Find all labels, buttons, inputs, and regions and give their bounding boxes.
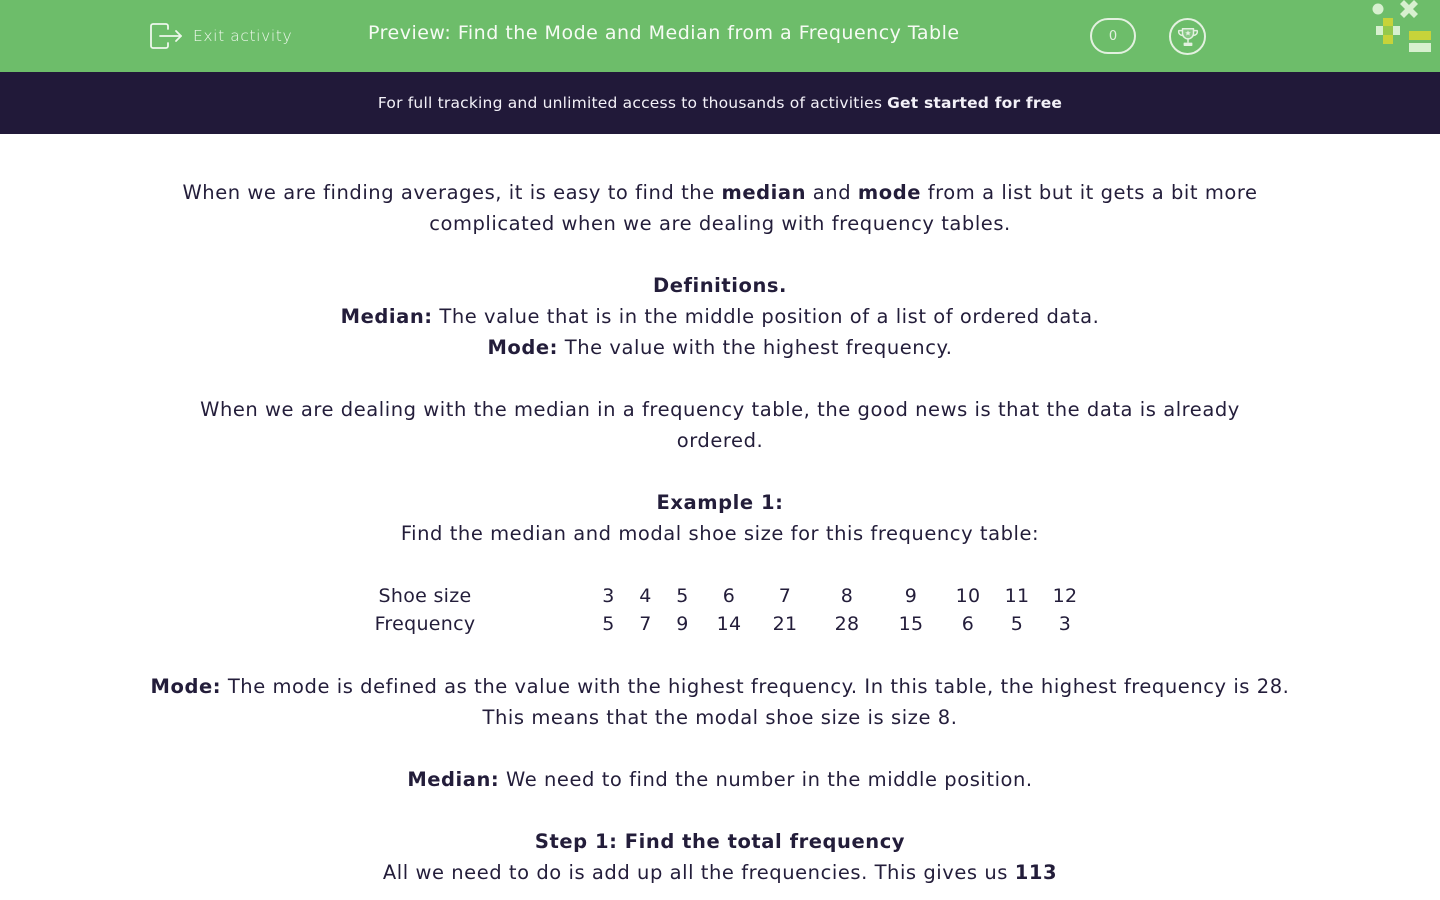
step1-text: All we need to do is add up all the frequencies. This gives us 113 bbox=[382, 861, 1058, 884]
ordered-note: When we are dealing with the median in a frequency table, the good news is that the data is already ordered. bbox=[200, 398, 1240, 452]
score-badge: 0 bbox=[1090, 18, 1136, 54]
mode-definition: Mode: The value with the highest frequency. bbox=[487, 336, 953, 359]
table-row-frequency bbox=[345, 610, 1091, 638]
activity-title: Preview: Find the Mode and Median from a Frequency Table bbox=[368, 22, 960, 44]
table-cell: 7 bbox=[639, 613, 652, 635]
table-cell: 6 bbox=[722, 585, 736, 607]
trophy-icon bbox=[1177, 26, 1199, 48]
brand-logo bbox=[1366, 0, 1440, 56]
table-cell: 5 bbox=[1010, 613, 1024, 635]
mode-conclusion: This means that the modal shoe size is size 8. bbox=[482, 706, 958, 729]
table-cell: 10 bbox=[955, 585, 981, 607]
banner-text: For full tracking and unlimited access to thousands of activities bbox=[377, 94, 883, 112]
table-cell: 5 bbox=[602, 613, 615, 635]
table-row-shoe-size bbox=[345, 582, 1091, 610]
table-cell: 4 bbox=[639, 585, 652, 607]
median-explanation: Median: We need to find the number in the middle position. bbox=[407, 768, 1033, 791]
lesson-content bbox=[150, 177, 1290, 888]
exit-activity-label: Exit activity bbox=[193, 27, 293, 45]
table-cell: 21 bbox=[772, 613, 798, 635]
table-cell: 3 bbox=[1058, 613, 1072, 635]
frequency-table bbox=[345, 582, 1091, 638]
definitions-heading: Definitions. bbox=[652, 274, 788, 297]
exit-icon bbox=[150, 22, 183, 50]
table-cell: 6 bbox=[961, 613, 975, 635]
table-cell: 5 bbox=[676, 585, 689, 607]
term-median: median bbox=[721, 181, 807, 204]
mode-explanation: Mode: The mode is defined as the value with the highest frequency. In this table, the highest frequency is 28. bbox=[150, 675, 1290, 698]
step1-heading: Step 1: Find the total frequency bbox=[534, 830, 906, 853]
table-cell: 8 bbox=[840, 585, 854, 607]
exit-activity-button[interactable] bbox=[150, 22, 292, 50]
top-bar bbox=[0, 0, 1440, 72]
get-started-link[interactable]: Get started for free bbox=[887, 94, 1063, 112]
trophy-button[interactable] bbox=[1169, 18, 1206, 55]
row-label: Frequency bbox=[374, 613, 476, 635]
table-cell: 28 bbox=[834, 613, 860, 635]
table-cell: 15 bbox=[898, 613, 924, 635]
table-cell: 12 bbox=[1052, 585, 1078, 607]
row-label: Shoe size bbox=[378, 585, 472, 607]
table-cell: 9 bbox=[676, 613, 689, 635]
median-definition: Median: The value that is in the middle position of a list of ordered data. bbox=[340, 305, 1100, 328]
table-cell: 14 bbox=[716, 613, 742, 635]
table-cell: 9 bbox=[904, 585, 918, 607]
example-heading: Example 1: bbox=[656, 491, 784, 514]
signup-banner bbox=[0, 72, 1440, 134]
intro-paragraph: When we are finding averages, it is easy to find the median and mode from a list but it gets a bit more complicated when we are dealing with frequency tables. bbox=[182, 181, 1258, 235]
table-cell: 11 bbox=[1004, 585, 1030, 607]
term-mode: mode bbox=[857, 181, 921, 204]
total-frequency-value: 113 bbox=[1014, 861, 1058, 884]
table-cell: 7 bbox=[778, 585, 792, 607]
example-prompt: Find the median and modal shoe size for this frequency table: bbox=[400, 522, 1040, 545]
table-cell: 3 bbox=[602, 585, 615, 607]
